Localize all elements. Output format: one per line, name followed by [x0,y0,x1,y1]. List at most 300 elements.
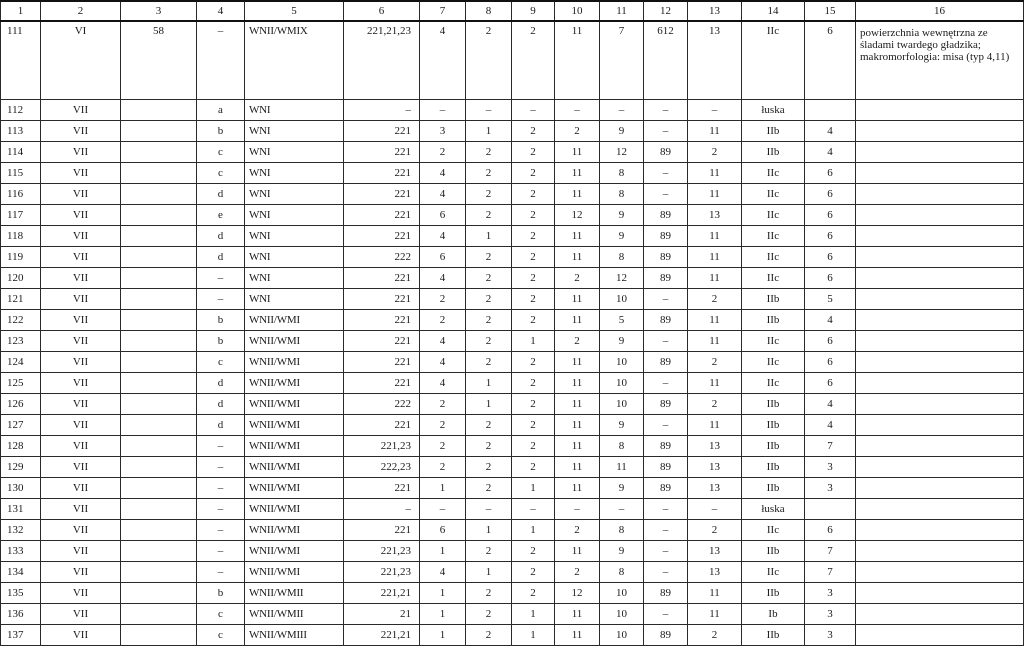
table-cell-col-5: WNII/WMI [245,520,344,541]
table-cell-col-2: VII [41,415,121,436]
table-row [1,457,1024,478]
table-cell-col-16 [856,268,1024,289]
table-cell-col-9: 2 [512,562,555,583]
table-cell-col-10: 11 [555,436,600,457]
table-cell-col-14: IIb [742,457,805,478]
table-cell-col-13: 2 [688,394,742,415]
table-cell-col-9: 2 [512,415,555,436]
table-cell-col-6: 221 [344,289,420,310]
table-cell-col-11: 9 [600,478,644,499]
table-cell-col-1: 129 [1,457,41,478]
table-cell-col-1: 133 [1,541,41,562]
table-cell-col-1: 130 [1,478,41,499]
table-cell-col-15: 6 [805,247,856,268]
table-cell-col-13: 11 [688,604,742,625]
table-cell-col-4: c [197,142,245,163]
table-cell-col-12: 89 [644,352,688,373]
table-row [1,436,1024,457]
table-cell-col-10: 2 [555,268,600,289]
table-cell-col-8: 2 [466,604,512,625]
table-cell-col-5: WNII/WMI [245,394,344,415]
table-cell-col-6: 221 [344,268,420,289]
table-cell-col-2: VII [41,520,121,541]
table-cell-col-16 [856,121,1024,142]
table-cell-col-11: 12 [600,142,644,163]
table-cell-col-2: VII [41,583,121,604]
table-cell-col-10: 11 [555,247,600,268]
table-cell-col-11: 9 [600,541,644,562]
table-cell-col-6: 222,23 [344,457,420,478]
table-cell-col-14: IIb [742,121,805,142]
table-cell-col-1: 137 [1,625,41,646]
table-cell-col-4: – [197,520,245,541]
table-cell-col-14: IIc [742,373,805,394]
table-cell-col-2: VII [41,163,121,184]
table-cell-col-1: 112 [1,100,41,121]
table-cell-col-11: – [600,100,644,121]
table-cell-col-2: VII [41,436,121,457]
table-cell-col-5: WNII/WMI [245,415,344,436]
table-cell-col-7: 2 [420,289,466,310]
table-cell-col-7: 2 [420,394,466,415]
table-cell-col-14: łuska [742,100,805,121]
column-header-1: 1 [1,1,41,21]
table-cell-col-12: – [644,184,688,205]
table-cell-col-13: 13 [688,436,742,457]
table-cell-col-13: 11 [688,583,742,604]
column-header-6: 6 [344,1,420,21]
table-cell-col-8: 2 [466,352,512,373]
table-cell-col-15: 4 [805,394,856,415]
table-cell-col-12: – [644,163,688,184]
table-cell-col-16 [856,562,1024,583]
table-cell-col-7: 2 [420,436,466,457]
table-cell-col-5: WNII/WMII [245,583,344,604]
table-cell-col-4: a [197,100,245,121]
table-row [1,562,1024,583]
table-cell-col-6: 221 [344,478,420,499]
table-cell-col-2: VII [41,541,121,562]
table-row [1,331,1024,352]
table-cell-col-10: 11 [555,541,600,562]
table-cell-col-2: VII [41,100,121,121]
table-cell-col-4: – [197,268,245,289]
table-cell-col-8: 2 [466,205,512,226]
table-cell-col-5: WNI [245,268,344,289]
table-cell-col-5: WNII/WMI [245,562,344,583]
table-cell-col-16 [856,226,1024,247]
table-cell-col-13: 11 [688,268,742,289]
table-cell-col-16 [856,604,1024,625]
table-cell-col-11: 9 [600,331,644,352]
table-cell-col-1: 117 [1,205,41,226]
table-cell-col-10: 11 [555,625,600,646]
table-cell-col-9: 2 [512,163,555,184]
table-cell-col-14: IIb [742,583,805,604]
table-cell-col-11: 10 [600,373,644,394]
table-cell-col-12: 89 [644,142,688,163]
table-cell-col-3 [121,499,197,520]
table-cell-col-8: 2 [466,21,512,100]
table-cell-col-10: 2 [555,331,600,352]
table-cell-col-2: VII [41,373,121,394]
table-cell-col-7: 6 [420,520,466,541]
table-cell-col-10: 2 [555,121,600,142]
table-cell-col-10: 11 [555,289,600,310]
table-cell-col-2: VI [41,21,121,100]
table-cell-col-4: – [197,562,245,583]
table-cell-col-9: – [512,499,555,520]
table-cell-col-15: 7 [805,436,856,457]
table-cell-col-7: 4 [420,373,466,394]
table-cell-col-1: 124 [1,352,41,373]
table-cell-col-2: VII [41,121,121,142]
table-cell-col-14: IIb [742,289,805,310]
table-cell-col-3 [121,205,197,226]
table-cell-col-15: 6 [805,331,856,352]
table-cell-col-7: – [420,100,466,121]
table-cell-col-8: 2 [466,310,512,331]
table-row [1,289,1024,310]
table-row [1,163,1024,184]
table-row [1,478,1024,499]
table-cell-col-8: 2 [466,247,512,268]
table-cell-col-13: 2 [688,520,742,541]
table-cell-col-3 [121,562,197,583]
table-cell-col-11: 10 [600,394,644,415]
table-row [1,520,1024,541]
table-cell-col-3: 58 [121,21,197,100]
table-cell-col-9: 2 [512,21,555,100]
table-cell-col-5: WNII/WMI [245,373,344,394]
table-cell-col-15: 6 [805,163,856,184]
table-cell-col-9: 1 [512,520,555,541]
table-cell-col-13: 13 [688,541,742,562]
table-cell-col-12: 89 [644,268,688,289]
table-cell-col-3 [121,520,197,541]
table-cell-col-2: VII [41,478,121,499]
table-cell-col-3 [121,163,197,184]
table-cell-col-11: 12 [600,268,644,289]
table-cell-col-6: 222 [344,247,420,268]
table-cell-col-16 [856,373,1024,394]
table-cell-col-10: 11 [555,142,600,163]
table-cell-col-14: IIb [742,415,805,436]
table-cell-col-8: 1 [466,562,512,583]
table-cell-col-6: 221 [344,352,420,373]
table-cell-col-8: 2 [466,541,512,562]
table-cell-col-14: IIb [742,394,805,415]
table-cell-col-4: d [197,184,245,205]
table-cell-col-7: 4 [420,163,466,184]
table-cell-col-3 [121,100,197,121]
table-row [1,184,1024,205]
table-row [1,142,1024,163]
table-cell-col-10: 11 [555,163,600,184]
table-cell-col-9: 2 [512,394,555,415]
table-cell-col-14: IIb [742,310,805,331]
table-cell-col-9: 2 [512,373,555,394]
table-cell-col-14: IIc [742,268,805,289]
table-cell-col-2: VII [41,205,121,226]
table-cell-col-16 [856,100,1024,121]
table-cell-col-7: 4 [420,268,466,289]
table-cell-col-11: 8 [600,163,644,184]
table-cell-col-7: 4 [420,184,466,205]
table-cell-col-1: 121 [1,289,41,310]
table-cell-col-10: 12 [555,583,600,604]
table-cell-col-1: 122 [1,310,41,331]
table-cell-col-5: WNII/WMIX [245,21,344,100]
table-cell-col-3 [121,289,197,310]
table-cell-col-9: 2 [512,268,555,289]
table-cell-col-8: 2 [466,331,512,352]
table-cell-col-9: – [512,100,555,121]
table-cell-col-4: c [197,163,245,184]
table-cell-col-15: 4 [805,310,856,331]
table-cell-col-10: – [555,100,600,121]
table-row [1,583,1024,604]
table-cell-col-2: VII [41,247,121,268]
table-cell-col-2: VII [41,499,121,520]
column-header-16: 16 [856,1,1024,21]
table-cell-col-8: 1 [466,373,512,394]
table-cell-col-8: 2 [466,163,512,184]
header-row [1,1,1024,21]
table-cell-col-11: 9 [600,205,644,226]
table-cell-col-16 [856,415,1024,436]
table-cell-col-1: 119 [1,247,41,268]
table-cell-col-16 [856,394,1024,415]
table-cell-col-12: – [644,541,688,562]
table-cell-col-13: 13 [688,457,742,478]
table-cell-col-9: 2 [512,541,555,562]
table-cell-col-7: 4 [420,352,466,373]
table-cell-col-9: 1 [512,331,555,352]
table-cell-col-6: 221 [344,310,420,331]
column-header-9: 9 [512,1,555,21]
table-cell-col-6: 221,23 [344,541,420,562]
table-cell-col-1: 123 [1,331,41,352]
table-cell-col-16 [856,520,1024,541]
table-cell-col-7: 1 [420,541,466,562]
table-cell-col-3 [121,352,197,373]
table-cell-col-14: IIc [742,520,805,541]
table-cell-col-5: WNI [245,142,344,163]
table-row [1,205,1024,226]
table-cell-col-2: VII [41,268,121,289]
table-cell-col-4: – [197,289,245,310]
table-cell-col-12: 89 [644,478,688,499]
table-cell-col-12: – [644,373,688,394]
table-cell-col-10: 11 [555,478,600,499]
table-cell-col-4: – [197,436,245,457]
table-cell-col-7: 2 [420,142,466,163]
column-header-4: 4 [197,1,245,21]
table-row [1,499,1024,520]
table-cell-col-5: WNI [245,163,344,184]
table-cell-col-16 [856,247,1024,268]
table-cell-col-14: IIc [742,331,805,352]
table-cell-col-7: 4 [420,331,466,352]
column-header-14: 14 [742,1,805,21]
column-header-11: 11 [600,1,644,21]
table-cell-col-6: 221 [344,415,420,436]
table-row [1,226,1024,247]
table-cell-col-13: 13 [688,21,742,100]
table-cell-col-5: WNI [245,247,344,268]
table-cell-col-3 [121,394,197,415]
table-cell-col-3 [121,373,197,394]
table-cell-col-1: 131 [1,499,41,520]
table-cell-col-15: 3 [805,583,856,604]
table-cell-col-14: IIc [742,205,805,226]
table-cell-col-6: 221 [344,331,420,352]
table-cell-col-12: 89 [644,436,688,457]
table-cell-col-15: 6 [805,226,856,247]
table-cell-col-3 [121,478,197,499]
table-cell-col-9: 2 [512,121,555,142]
table-cell-col-4: d [197,415,245,436]
table-cell-col-16 [856,184,1024,205]
table-cell-col-6: 21 [344,604,420,625]
table-cell-col-4: d [197,226,245,247]
table-row [1,541,1024,562]
table-cell-col-9: 2 [512,289,555,310]
table-cell-col-13: 13 [688,205,742,226]
table-cell-col-1: 134 [1,562,41,583]
table-cell-col-1: 135 [1,583,41,604]
table-cell-col-5: WNI [245,226,344,247]
table-cell-col-3 [121,625,197,646]
table-cell-col-12: 89 [644,205,688,226]
table-cell-col-13: 11 [688,163,742,184]
table-cell-col-10: 11 [555,21,600,100]
table-cell-col-15: 3 [805,457,856,478]
table-cell-col-2: VII [41,184,121,205]
table-cell-col-4: – [197,457,245,478]
table-cell-col-13: 2 [688,625,742,646]
table-cell-col-15: 6 [805,184,856,205]
table-cell-col-16 [856,541,1024,562]
table-cell-col-6: 221 [344,226,420,247]
table-cell-col-14: IIb [742,142,805,163]
table-cell-col-11: 8 [600,184,644,205]
table-cell-col-4: c [197,604,245,625]
table-cell-col-10: 11 [555,457,600,478]
table-cell-col-8: 2 [466,436,512,457]
table-cell-col-11: 7 [600,21,644,100]
table-cell-col-4: b [197,583,245,604]
table-cell-col-15: 4 [805,415,856,436]
table-cell-col-1: 116 [1,184,41,205]
table-cell-col-3 [121,184,197,205]
table-cell-col-16 [856,331,1024,352]
table-cell-col-11: 10 [600,289,644,310]
table-cell-col-3 [121,415,197,436]
table-cell-col-6: 221,21 [344,583,420,604]
table-cell-col-13: 2 [688,142,742,163]
table-cell-col-8: 2 [466,625,512,646]
table-cell-col-8: – [466,100,512,121]
table-cell-col-1: 118 [1,226,41,247]
table-cell-col-1: 113 [1,121,41,142]
table-cell-col-12: – [644,499,688,520]
table-cell-col-15: 3 [805,625,856,646]
table-cell-col-5: WNII/WMI [245,331,344,352]
table-cell-col-13: 11 [688,226,742,247]
table-cell-col-15: 6 [805,21,856,100]
table-cell-col-8: – [466,499,512,520]
table-cell-col-6: 221,21 [344,625,420,646]
table-cell-col-13: 2 [688,352,742,373]
table-cell-col-6: 221 [344,184,420,205]
table-cell-col-9: 2 [512,310,555,331]
table-cell-col-10: 11 [555,394,600,415]
table-cell-col-2: VII [41,457,121,478]
table-cell-col-9: 2 [512,205,555,226]
table-cell-col-8: 2 [466,142,512,163]
table-cell-col-3 [121,331,197,352]
column-header-10: 10 [555,1,600,21]
table-cell-col-7: 1 [420,583,466,604]
table-cell-col-3 [121,457,197,478]
table-cell-col-4: b [197,331,245,352]
table-cell-col-15: 6 [805,268,856,289]
table-cell-col-7: 2 [420,310,466,331]
table-cell-col-16 [856,478,1024,499]
table-cell-col-7: 4 [420,226,466,247]
table-cell-col-5: WNII/WMI [245,457,344,478]
table-cell-col-1: 127 [1,415,41,436]
table-cell-col-4: – [197,21,245,100]
table-cell-col-13: 13 [688,478,742,499]
table-cell-col-6: 221 [344,373,420,394]
table-cell-col-8: 2 [466,415,512,436]
table-cell-col-12: – [644,289,688,310]
table-cell-col-10: – [555,499,600,520]
table-cell-col-2: VII [41,142,121,163]
table-cell-col-13: 11 [688,415,742,436]
table-cell-col-9: 2 [512,583,555,604]
table-row [1,352,1024,373]
table-cell-col-2: VII [41,226,121,247]
column-header-2: 2 [41,1,121,21]
table-cell-col-13: 11 [688,373,742,394]
table-cell-col-7: 2 [420,457,466,478]
table-row [1,604,1024,625]
table-cell-col-9: 1 [512,478,555,499]
table-cell-col-6: 221 [344,142,420,163]
table-cell-col-2: VII [41,394,121,415]
table-cell-col-3 [121,604,197,625]
table-cell-col-16: powierzchnia wewnętrzna ze śladami twardego gładzika; makromorfologia: misa (typ 4,11) [856,21,1024,100]
table-cell-col-5: WNII/WMI [245,310,344,331]
table-cell-col-8: 1 [466,121,512,142]
table-cell-col-6: 221,23 [344,562,420,583]
table-cell-col-6: 222 [344,394,420,415]
table-cell-col-8: 2 [466,184,512,205]
table-cell-col-16 [856,289,1024,310]
table-cell-col-12: 89 [644,583,688,604]
table-cell-col-16 [856,457,1024,478]
table-cell-col-4: e [197,205,245,226]
table-cell-col-2: VII [41,625,121,646]
table-cell-col-5: WNII/WMI [245,499,344,520]
table-cell-col-7: 3 [420,121,466,142]
column-header-7: 7 [420,1,466,21]
table-cell-col-16 [856,310,1024,331]
